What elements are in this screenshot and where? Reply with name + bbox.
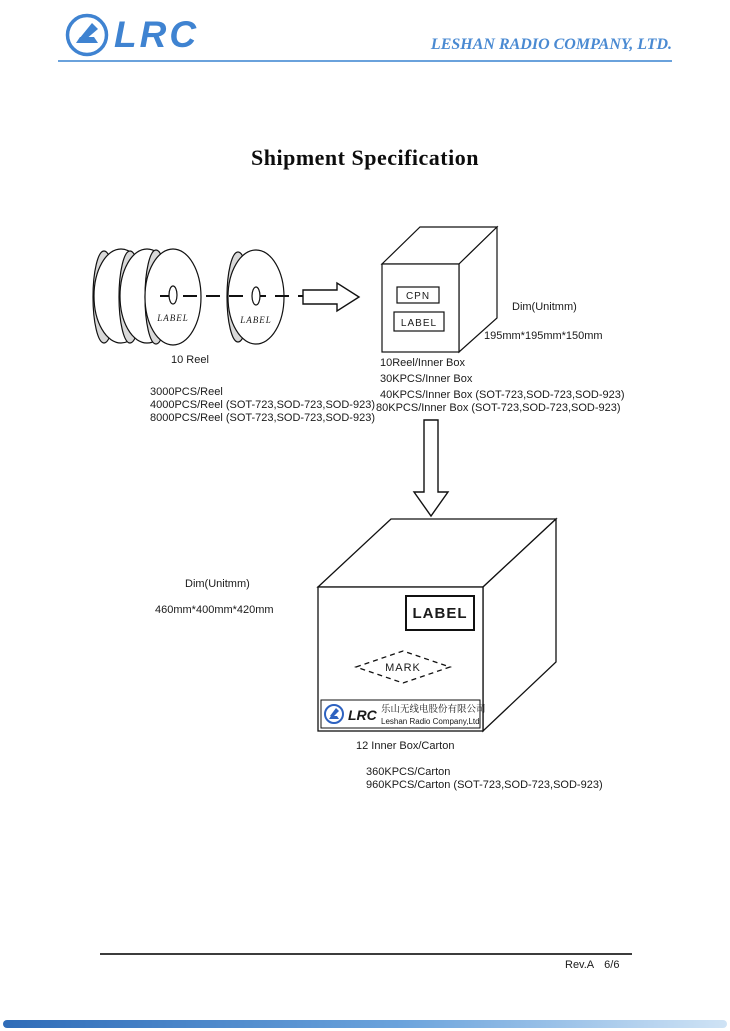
carton-logo-badge [321,700,486,728]
carton-spec-line: 960KPCS/Carton (SOT-723,SOD-723,SOD-923) [366,779,603,791]
reel-spec-line: 8000PCS/Reel (SOT-723,SOD-723,SOD-923) [150,412,375,424]
innerbox-spec-line: 30KPCS/Inner Box [380,373,473,385]
footer-page-number: 6/6 [604,959,620,971]
carton-mark-text: MARK [385,662,421,674]
carton-dim-value: 460mm*400mm*420mm [155,604,274,616]
innerbox-dim-value: 195mm*195mm*150mm [484,330,603,342]
carton-dim-caption: Dim(Unitmm) [185,578,250,590]
carton-logo-en: Leshan Radio Company,Ltd [381,717,480,726]
reel-spec-line: 4000PCS/Reel (SOT-723,SOD-723,SOD-923) [150,399,375,411]
carton-label-text: LABEL [412,605,468,622]
carton-diagram [312,512,567,737]
company-name: LESHAN RADIO COMPANY, LTD. [430,36,672,53]
down-arrow-icon [410,418,455,520]
header-rule [58,60,672,62]
reel-diagram [85,230,375,375]
page-title: Shipment Specification [251,145,479,170]
innerbox-label-text: LABEL [400,318,438,329]
innerbox-spec-line: 80KPCS/Inner Box (SOT-723,SOD-723,SOD-923) [376,402,621,414]
cpn-text: CPN [405,291,431,302]
reel-label-text: LABEL [240,315,272,325]
innerbox-dim-caption: Dim(Unitmm) [512,301,577,313]
right-arrow-icon [303,283,359,311]
carton-logo-cn: 乐山无线电股份有限公司 [381,704,486,715]
carton-spec-line: 360KPCS/Carton [366,766,451,778]
reel-spec-line: 3000PCS/Reel [150,386,223,398]
reel-caption: 10 Reel [171,354,209,366]
carton-caption: 12 Inner Box/Carton [356,740,455,752]
footer-text [565,959,619,971]
reel-label-text: LABEL [157,313,189,323]
header-logo [64,12,199,58]
lrc-logo-icon [64,12,110,58]
footer-revision: Rev.A [565,959,595,971]
innerbox-spec-line: 10Reel/Inner Box [380,357,465,369]
bottom-accent-bar [3,1020,727,1028]
footer-rule [100,953,632,955]
innerbox-spec-line: 40KPCS/Inner Box (SOT-723,SOD-723,SOD-923) [380,389,625,401]
lrc-logo-text: LRC [114,14,200,55]
carton-lrc-text: LRC [348,707,377,723]
